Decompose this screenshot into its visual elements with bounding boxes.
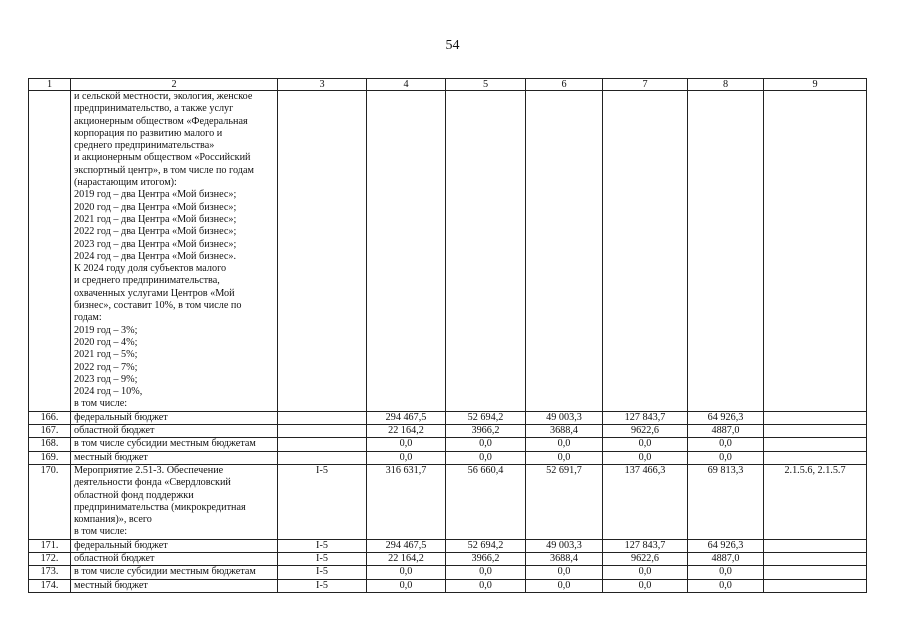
col-header-3: 3 (278, 79, 367, 91)
row-number: 170. (29, 464, 71, 539)
cell-empty (688, 91, 764, 412)
row-number: 167. (29, 425, 71, 438)
col-header-5: 5 (446, 79, 526, 91)
row-number: 171. (29, 539, 71, 552)
cell-col6: 3688,4 (526, 552, 603, 565)
cell-col9 (764, 552, 867, 565)
cell-col8: 64 926,3 (688, 539, 764, 552)
cell-col4: 0,0 (367, 579, 446, 592)
col-header-8: 8 (688, 79, 764, 91)
cell-empty (526, 91, 603, 412)
cell-col5: 0,0 (446, 451, 526, 464)
row-number: 168. (29, 438, 71, 451)
cell-col3: I-5 (278, 539, 367, 552)
cell-col4: 0,0 (367, 438, 446, 451)
cell-col3 (278, 425, 367, 438)
cell-col8: 0,0 (688, 566, 764, 579)
row-number: 169. (29, 451, 71, 464)
row-number: 174. (29, 579, 71, 592)
cell-col7: 0,0 (603, 438, 688, 451)
cell-col5: 56 660,4 (446, 464, 526, 539)
row-description: областной бюджет (71, 552, 278, 565)
table-row (29, 539, 867, 552)
cell-col9 (764, 451, 867, 464)
row-description: федеральный бюджет (71, 411, 278, 424)
table-row (29, 464, 867, 539)
cell-col6: 0,0 (526, 438, 603, 451)
cell-col3: I-5 (278, 552, 367, 565)
col-header-1: 1 (29, 79, 71, 91)
cell-col7: 137 466,3 (603, 464, 688, 539)
cell-col7: 0,0 (603, 566, 688, 579)
cell-col4: 294 467,5 (367, 539, 446, 552)
cell-empty (764, 91, 867, 412)
cell-col9 (764, 539, 867, 552)
cell-col6: 0,0 (526, 579, 603, 592)
cell-col9 (764, 438, 867, 451)
cell-col7: 9622,6 (603, 552, 688, 565)
table-row (29, 425, 867, 438)
cell-col3 (278, 451, 367, 464)
cell-empty (367, 91, 446, 412)
cell-col6: 49 003,3 (526, 539, 603, 552)
cell-col9 (764, 425, 867, 438)
cell-col5: 0,0 (446, 566, 526, 579)
row-description: федеральный бюджет (71, 539, 278, 552)
row-description: Мероприятие 2.51-3. Обеспечение деятельности фонда «Свердловский областной фонд поддержки предпринимательства (микрокредитная компания)», всего в том числе: (71, 464, 278, 539)
cell-col7: 9622,6 (603, 425, 688, 438)
cell-col4: 22 164,2 (367, 552, 446, 565)
cell-col8: 4887,0 (688, 425, 764, 438)
col-header-7: 7 (603, 79, 688, 91)
cell-col4: 294 467,5 (367, 411, 446, 424)
cell-col5: 52 694,2 (446, 411, 526, 424)
col-header-6: 6 (526, 79, 603, 91)
cell-col5: 52 694,2 (446, 539, 526, 552)
row-number (29, 91, 71, 412)
cell-col7: 127 843,7 (603, 539, 688, 552)
cell-empty (603, 91, 688, 412)
cell-empty (446, 91, 526, 412)
cell-col9 (764, 566, 867, 579)
table-row (29, 566, 867, 579)
cell-empty (278, 91, 367, 412)
col-header-9: 9 (764, 79, 867, 91)
continuation-row (29, 91, 867, 412)
cell-col7: 127 843,7 (603, 411, 688, 424)
cell-col6: 3688,4 (526, 425, 603, 438)
cell-col5: 3966,2 (446, 552, 526, 565)
cell-col6: 0,0 (526, 566, 603, 579)
cell-col8: 0,0 (688, 438, 764, 451)
cell-col8: 64 926,3 (688, 411, 764, 424)
cell-col9 (764, 579, 867, 592)
row-description: в том числе субсидии местным бюджетам (71, 438, 278, 451)
cell-col3 (278, 438, 367, 451)
cell-col9 (764, 411, 867, 424)
row-number: 166. (29, 411, 71, 424)
table-row (29, 552, 867, 565)
cell-col3: I-5 (278, 579, 367, 592)
table-row (29, 438, 867, 451)
col-header-2: 2 (71, 79, 278, 91)
cell-col8: 69 813,3 (688, 464, 764, 539)
cell-col6: 0,0 (526, 451, 603, 464)
cell-col3 (278, 411, 367, 424)
row-description: областной бюджет (71, 425, 278, 438)
cell-col7: 0,0 (603, 579, 688, 592)
cell-col4: 22 164,2 (367, 425, 446, 438)
cell-col5: 0,0 (446, 579, 526, 592)
cell-col6: 49 003,3 (526, 411, 603, 424)
cell-col6: 52 691,7 (526, 464, 603, 539)
cell-col8: 0,0 (688, 579, 764, 592)
cell-col3: I-5 (278, 566, 367, 579)
cell-col4: 0,0 (367, 566, 446, 579)
col-header-4: 4 (367, 79, 446, 91)
header-row (29, 79, 867, 91)
cell-col5: 3966,2 (446, 425, 526, 438)
cell-col4: 316 631,7 (367, 464, 446, 539)
budget-table (28, 78, 867, 593)
cell-col3: I-5 (278, 464, 367, 539)
row-number: 172. (29, 552, 71, 565)
table-row (29, 579, 867, 592)
row-description: местный бюджет (71, 451, 278, 464)
cell-col4: 0,0 (367, 451, 446, 464)
cell-col5: 0,0 (446, 438, 526, 451)
cell-col9: 2.1.5.6, 2.1.5.7 (764, 464, 867, 539)
continuation-text: и сельской местности, экология, женское предпринимательство, а также услуг акционерным обществом «Федеральная корпорация по развитию малого и среднего предпринимательства» и акционерным обществом «Российский экспортный центр», в том числе по годам (нарастающим итогом): 2019 год – два Центра «Мой бизнес»; 2020 год – два Центра «Мой бизнес»; 2021 год – два Центра «Мой бизнес»; 2022 год – два Центра «Мой бизнес»; 2023 год – два Центра «Мой бизнес»; 2024 год – два Центра «Мой бизнес». К 2024 году доля субъектов малого и среднего предпринимательства, охваченных услугами Центров «Мой бизнес», составит 10%, в том числе по годам: 2019 год – 3%; 2020 год – 4%; 2021 год – 5%; 2022 год – 7%; 2023 год – 9%; 2024 год – 10%, в том числе: (71, 91, 278, 412)
table-row (29, 451, 867, 464)
cell-col8: 0,0 (688, 451, 764, 464)
row-description: в том числе субсидии местным бюджетам (71, 566, 278, 579)
cell-col7: 0,0 (603, 451, 688, 464)
table-row (29, 411, 867, 424)
page-number: 54 (445, 38, 460, 53)
row-description: местный бюджет (71, 579, 278, 592)
row-number: 173. (29, 566, 71, 579)
cell-col8: 4887,0 (688, 552, 764, 565)
